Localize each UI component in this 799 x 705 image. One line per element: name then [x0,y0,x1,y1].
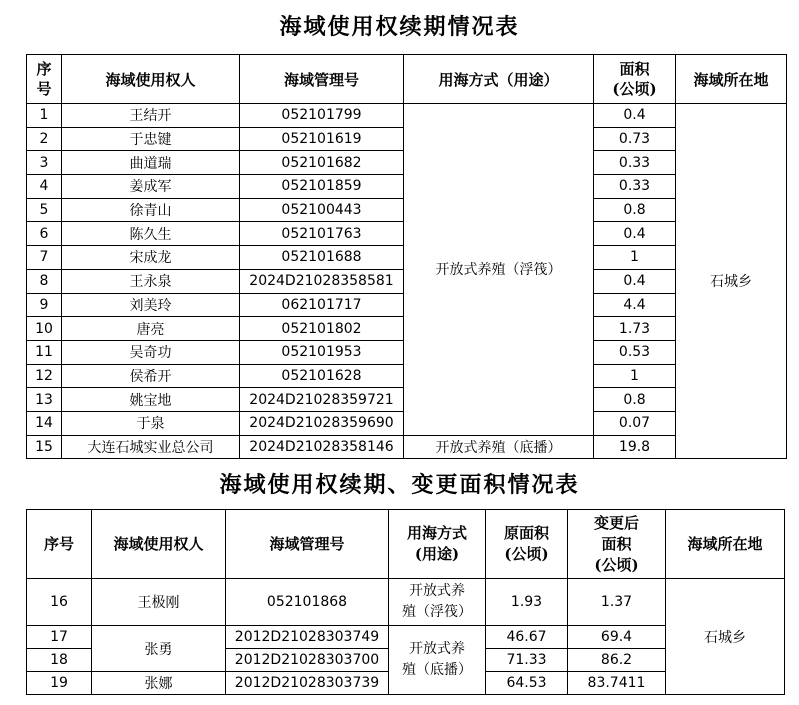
header-orig-area: 原面积 (公顷) [486,510,568,579]
sea-area-code: 2012D21028303739 [226,672,389,695]
header-location: 海域所在地 [676,55,787,104]
row-no: 19 [27,672,92,695]
changed-area: 83.7411 [568,672,666,695]
row-no: 15 [27,435,62,459]
header-use: 用海方式 (用途) [389,510,486,579]
holder-name: 徐青山 [62,198,240,222]
sea-area-code: 052101859 [240,175,404,199]
row-no: 2 [27,127,62,151]
row-no: 11 [27,340,62,364]
original-area: 64.53 [486,672,568,695]
sea-area-code: 052101799 [240,104,404,128]
holder-name: 吴奇功 [62,340,240,364]
row-no: 16 [27,579,92,626]
table-row [27,579,785,626]
header-holder: 海域使用权人 [62,55,240,104]
holder-name: 大连石城实业总公司 [62,435,240,459]
header-new-area: 变更后 面积 (公顷) [568,510,666,579]
renewal-change-table [26,509,785,695]
row-no: 7 [27,246,62,270]
sea-area-code: 052101953 [240,340,404,364]
area-hectares: 4.4 [594,293,676,317]
row-no: 14 [27,411,62,435]
holder-name: 刘美玲 [62,293,240,317]
holder-name: 姜成军 [62,175,240,199]
original-area: 1.93 [486,579,568,626]
row-no: 3 [27,151,62,175]
holder-name: 王极刚 [92,579,226,626]
table2-title: 海域使用权续期、变更面积情况表 [219,472,580,498]
original-area: 71.33 [486,649,568,672]
holder-name: 姚宝地 [62,388,240,412]
sea-area-code: 062101717 [240,293,404,317]
holder-name: 于泉 [62,411,240,435]
sea-area-code: 052101619 [240,127,404,151]
use-type: 开放式养 殖（浮筏） [389,579,486,626]
table1-title: 海域使用权续期情况表 [279,14,520,40]
table1-header-row [27,55,787,104]
row-no: 8 [27,269,62,293]
header-no: 序 号 [27,55,62,104]
area-hectares: 0.8 [594,388,676,412]
sea-area-code: 2012D21028303749 [226,626,389,649]
table2-header-row [27,510,785,579]
sea-area-code: 052101763 [240,222,404,246]
area-hectares: 1 [594,246,676,270]
holder-name: 张娜 [92,672,226,695]
sea-area-code: 052101802 [240,317,404,341]
sea-area-code: 2024D21028359721 [240,388,404,412]
holder-name: 陈久生 [62,222,240,246]
area-hectares: 0.53 [594,340,676,364]
holder-name: 张勇 [92,626,226,672]
original-area: 46.67 [486,626,568,649]
area-hectares: 0.73 [594,127,676,151]
sea-area-code: 052100443 [240,198,404,222]
area-hectares: 0.33 [594,151,676,175]
row-no: 18 [27,649,92,672]
area-hectares: 0.4 [594,269,676,293]
row-no: 5 [27,198,62,222]
header-code: 海域管理号 [226,510,389,579]
sea-area-code: 052101688 [240,246,404,270]
area-hectares: 0.07 [594,411,676,435]
holder-name: 曲道瑞 [62,151,240,175]
holder-name: 唐亮 [62,317,240,341]
header-area: 面积 (公顷) [594,55,676,104]
area-hectares: 1.73 [594,317,676,341]
renewal-table [26,54,787,459]
row-no: 9 [27,293,62,317]
header-code: 海域管理号 [240,55,404,104]
sea-area-code: 2024D21028358146 [240,435,404,459]
area-hectares: 1 [594,364,676,388]
row-no: 1 [27,104,62,128]
sea-area-code: 2024D21028359690 [240,411,404,435]
header-location: 海域所在地 [666,510,785,579]
area-hectares: 19.8 [594,435,676,459]
use-type: 开放式养殖（浮筏） [404,104,594,436]
table-row [27,435,787,459]
holder-name: 王永泉 [62,269,240,293]
row-no: 12 [27,364,62,388]
header-use: 用海方式（用途） [404,55,594,104]
row-no: 17 [27,626,92,649]
area-hectares: 0.4 [594,222,676,246]
changed-area: 1.37 [568,579,666,626]
use-type: 开放式养 殖（底播） [389,626,486,695]
sea-area-code: 052101682 [240,151,404,175]
table-row [27,104,787,128]
location: 石城乡 [676,104,787,459]
sea-area-code: 2012D21028303700 [226,649,389,672]
row-no: 13 [27,388,62,412]
row-no: 6 [27,222,62,246]
header-no: 序号 [27,510,92,579]
changed-area: 86.2 [568,649,666,672]
holder-name: 于忠键 [62,127,240,151]
sea-area-code: 052101628 [240,364,404,388]
location: 石城乡 [666,579,785,695]
holder-name: 侯希开 [62,364,240,388]
row-no: 10 [27,317,62,341]
sea-area-code: 052101868 [226,579,389,626]
area-hectares: 0.4 [594,104,676,128]
holder-name: 宋成龙 [62,246,240,270]
area-hectares: 0.8 [594,198,676,222]
use-type: 开放式养殖（底播） [404,435,594,459]
header-holder: 海域使用权人 [92,510,226,579]
row-no: 4 [27,175,62,199]
changed-area: 69.4 [568,626,666,649]
holder-name: 王结开 [62,104,240,128]
area-hectares: 0.33 [594,175,676,199]
sea-area-code: 2024D21028358581 [240,269,404,293]
